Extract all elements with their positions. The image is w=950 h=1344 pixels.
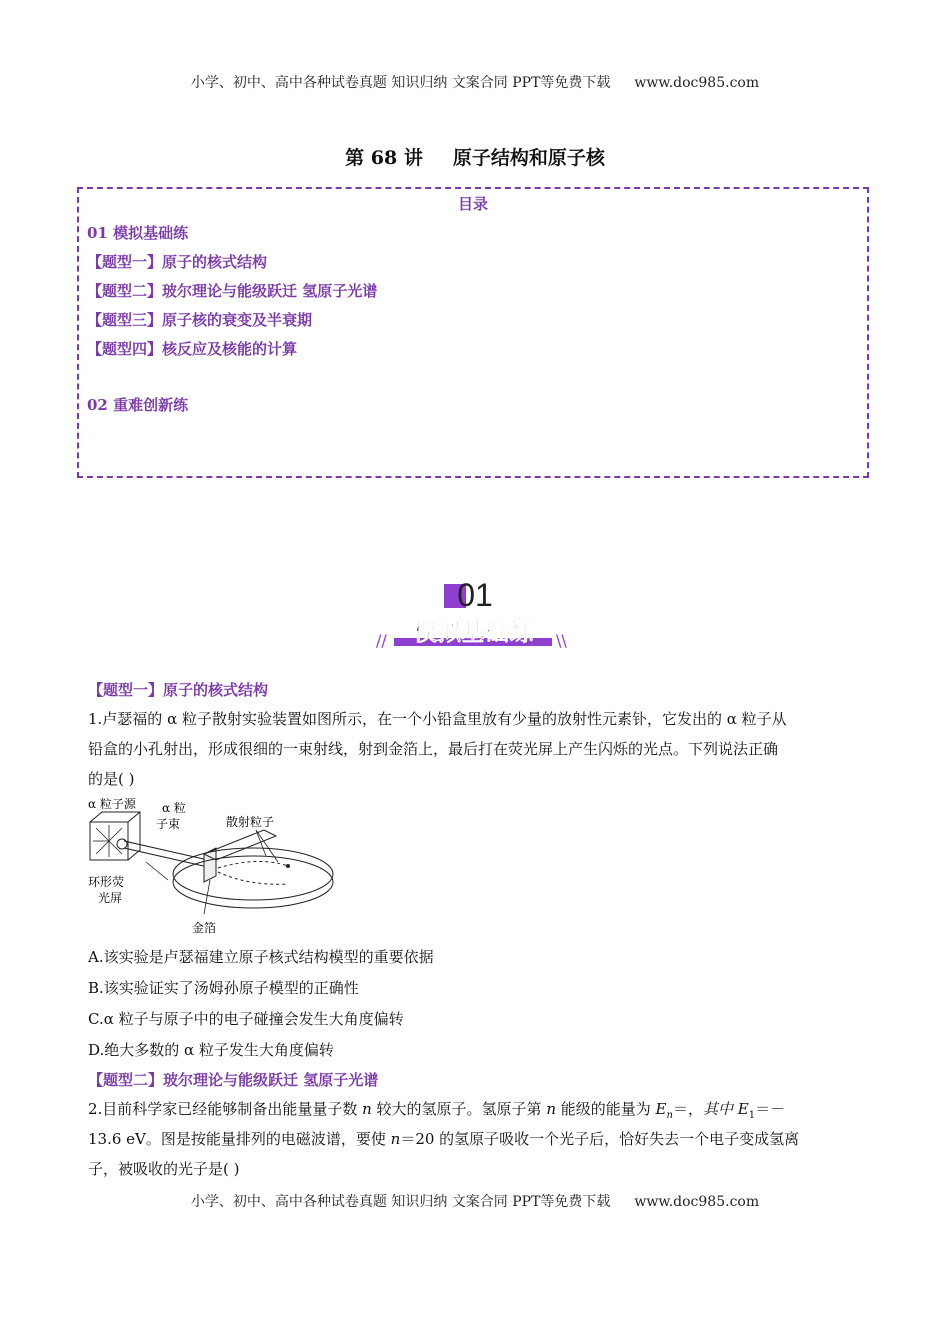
label-screen: 光屏 <box>98 891 123 905</box>
question-1-line: 的是( ) <box>88 770 135 788</box>
header-text: 小学、初中、高中各种试卷真题 知识归纳 文案合同 PPT等免费下载 <box>190 75 611 91</box>
toc-item[interactable]: 02 重难创新练 <box>87 396 189 414</box>
toc-item[interactable]: 【题型四】核反应及核能的计算 <box>87 340 298 358</box>
rutherford-apparatus-figure <box>88 796 338 936</box>
label-gold-foil: 金箔 <box>192 921 217 935</box>
label-scatter: 散射粒子 <box>226 815 275 829</box>
toc-item[interactable]: 【题型二】玻尔理论与能级跃迁 氢原子光谱 <box>87 282 378 300</box>
section-heading: 【题型二】玻尔理论与能级跃迁 氢原子光谱 <box>88 1071 379 1089</box>
toc-item[interactable]: 【题型一】原子的核式结构 <box>87 253 268 271</box>
page-title <box>0 143 950 170</box>
header-url[interactable]: www.doc985.com <box>634 75 760 91</box>
title-topic: 原子结构和原子核 <box>452 147 605 169</box>
label-alpha-beam: 子束 <box>156 817 181 831</box>
toc-heading: 目录 <box>457 195 488 213</box>
section-banner <box>370 576 580 652</box>
label-alpha-source: α 粒子源 <box>88 797 136 811</box>
footer-text: 小学、初中、高中各种试卷真题 知识归纳 文案合同 PPT等免费下载 <box>190 1194 611 1210</box>
toc-item[interactable]: 01 模拟基础练 <box>87 224 189 242</box>
banner-deco-right: \\ <box>556 631 567 650</box>
footer-url[interactable]: www.doc985.com <box>634 1194 760 1210</box>
option-b[interactable]: B.该实验证实了汤姆孙原子模型的正确性 <box>88 979 359 997</box>
question-1-line: 1.卢瑟福的 α 粒子散射实验装置如图所示，在一个小铅盒里放有少量的放射性元素钋，它发出的 α 粒子从 <box>88 710 787 728</box>
section-heading: 【题型一】原子的核式结构 <box>88 681 269 699</box>
title-lecture: 第 68 讲 <box>345 147 423 169</box>
question-1-line: 铅盒的小孔射出，形成很细的一束射线，射到金箔上，最后打在荧光屏上产生闪烁的光点。下列说法正确 <box>88 740 779 758</box>
question-2-line: 13.6 eV。图是按能量排列的电磁波谱，要使 n＝20 的氢原子吸收一个光子后，恰好失去一个电子变成氢离 <box>88 1130 800 1148</box>
page-header <box>0 72 950 92</box>
label-screen: 环形荧 <box>88 875 125 889</box>
option-a[interactable]: A.该实验是卢瑟福建立原子核式结构模型的重要依据 <box>88 948 434 966</box>
label-alpha-beam: α 粒 <box>162 801 186 815</box>
option-c[interactable]: C.α 粒子与原子中的电子碰撞会发生大角度偏转 <box>88 1010 404 1028</box>
banner-deco-left: // <box>376 631 387 650</box>
page-footer <box>0 1191 950 1211</box>
table-of-contents <box>77 187 869 478</box>
toc-item[interactable]: 【题型三】原子核的衰变及半衰期 <box>87 311 313 329</box>
question-2-line: 子，被吸收的光子是( ) <box>88 1160 240 1178</box>
question-2-line: 2.目前科学家已经能够制备出能量量子数 n 较大的氢原子。氢原子第 n 能级的能量为 $E_n=$，其中 $E_1=-$ <box>88 1100 786 1121</box>
banner-number: 01 <box>457 577 493 613</box>
option-d[interactable]: D.绝大多数的 α 粒子发生大角度偏转 <box>88 1041 334 1059</box>
banner-label: 模拟基础练 <box>413 618 533 646</box>
